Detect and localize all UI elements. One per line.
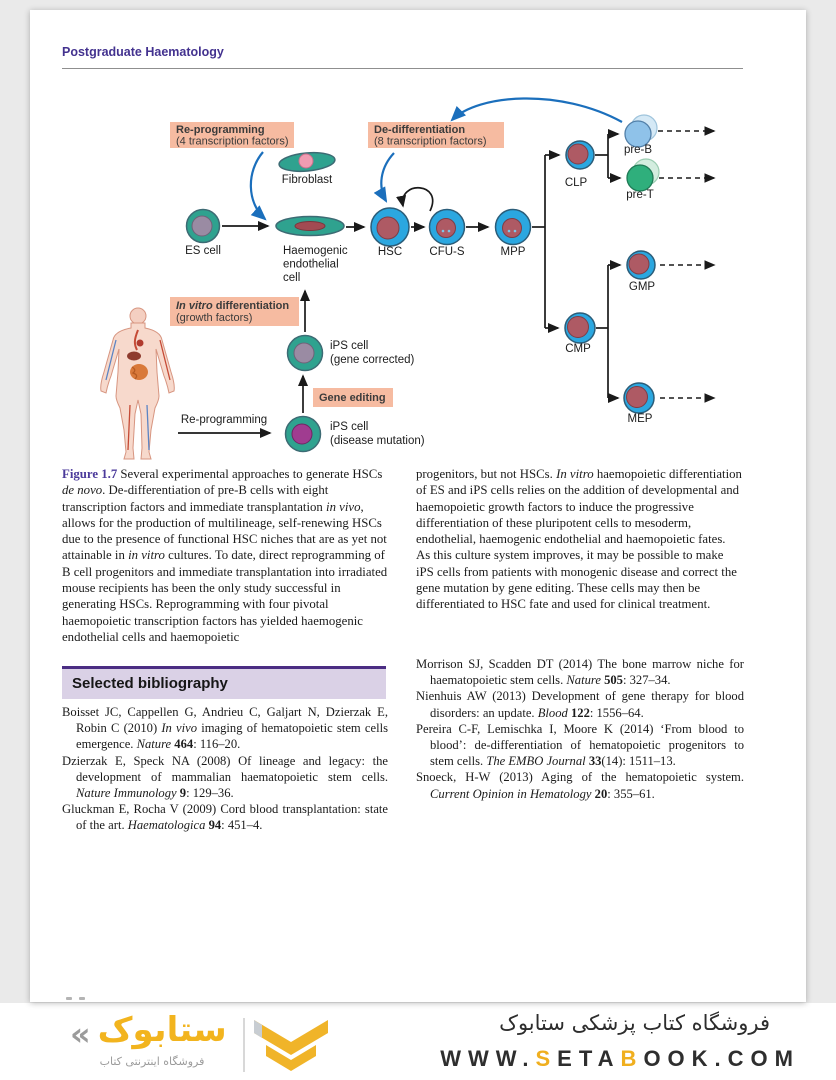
figure-1-7-diagram: [60, 90, 770, 470]
mep-label: MEP: [627, 413, 653, 425]
cfus-label: CFU-S: [429, 246, 465, 258]
haemogenic-label-line2: endothelial: [283, 258, 339, 271]
chevron-emblem-icon: [252, 1018, 330, 1074]
pret-label: pre-T: [626, 189, 654, 201]
hsc-self-renewal-loop: [403, 188, 433, 211]
mpp-cell: [496, 210, 531, 245]
cmp-cell: [565, 313, 595, 343]
ips-corrected-label-line1: iPS cell: [330, 340, 369, 352]
fibroblast-label: Fibroblast: [281, 174, 333, 186]
preb-label: pre-B: [623, 144, 653, 156]
brand-name-farsi: ستابوک: [97, 1010, 227, 1050]
bibliography-left-column: [62, 704, 388, 834]
clp-cell: [566, 141, 594, 169]
svg-text:Re-programming: Re-programming: [176, 124, 265, 136]
gmp-label: GMP: [628, 281, 656, 293]
cfus-cell: [430, 210, 465, 245]
bibliography-entry: Boisset JC, Cappellen G, Andrieu C, Galjart N, Dzierzak E, Robin C (2010) In vivo imaging of hematopoietic stem cells emergence. Nature 464: 116–20.: [62, 705, 388, 752]
dashed-output-arrows: [658, 131, 714, 398]
running-header: Postgraduate Haematology: [62, 45, 224, 59]
figure-caption-right-column: progenitors, but not HSCs. In vitro haemopoietic differentiation of ES and iPS cells relies on the addition of developmental and haemopoietic growth factors to induce the progressive differentiation of these pluripotent cells to mesoderm, endothelial, haemogenic endothelial and haemopoietic fates. As this culture system improves, it may be possible to make iPS cells from patients with monogenic disease and correct the gene mutation by gene editing. These cells may then be differentiated to HSC fate and used for clinical treatment.: [416, 467, 742, 612]
ips-disease-label-line1: iPS cell: [330, 421, 369, 433]
cmp-label: CMP: [565, 343, 591, 355]
haemogenic-label-line1: Haemogenic: [283, 245, 348, 257]
ips-disease-label-line2: (disease mutation): [330, 435, 425, 447]
gene-editing-box: [313, 388, 393, 407]
gmp-cell: [627, 251, 655, 279]
svg-text:Gene editing: Gene editing: [319, 392, 386, 404]
es-cell: [187, 210, 220, 243]
bibliography-entry: Gluckman E, Rocha V (2009) Cord blood transplantation: state of the art. Haematologica 94: 451–4.: [62, 802, 388, 833]
dedifferentiation-box: [368, 122, 504, 148]
ips-corrected-label-line2: (gene corrected): [330, 354, 415, 366]
ips-corrected-cell: [288, 336, 323, 371]
logo-tagline-farsi: فروشگاه اینترنتی کتاب: [99, 1055, 205, 1068]
header-rule: [62, 68, 743, 69]
bibliography-entry: Pereira C-F, Lemischka I, Moore K (2014) ‘From blood to blood’: de-differentiation of hematopoietic progenitors to stem cells. The EMBO Journal 33(14): 1511–13.: [416, 721, 744, 769]
fibroblast-cell: [278, 151, 335, 174]
bibliography-entry: Morrison SJ, Scadden DT (2014) The bone marrow niche for haematopoietic stem cells. Nature 505: 327–34.: [416, 657, 744, 688]
svg-text:(8 transcription factors): (8 transcription factors): [374, 135, 487, 148]
hsc-cell: [371, 208, 409, 246]
preb-cell: [625, 115, 657, 147]
bibliography-heading: Selected bibliography: [62, 666, 386, 699]
haemogenic-endothelial-cell: [276, 217, 344, 236]
blue-curve-dedifferentiation-to-hsc: [381, 153, 394, 201]
bibliography-entry: Dzierzak E, Speck NA (2008) Of lineage and legacy: the development of mammalian haematopoietic stem cells. Nature Immunology 9: 129–36.: [62, 753, 388, 801]
invitro-differentiation-box: [170, 297, 299, 326]
site-url: WWW.SETABOOK.COM: [440, 1046, 800, 1071]
mep-cell: [624, 383, 654, 413]
figure-caption-left-column: Figure 1.7 Several experimental approaches to generate HSCs de novo. De-differentiation of pre-B cells with eight transcription factors and immediate transplantation in vivo, allows for the production of multilineage, self-renewing HSCs due to the presence of functional HSC niches that are as yet not attainable in in vitro cultures. To date, direct reprogramming of B cell progenitors and immediate transplantation into irradiated mouse recipients has been the only study successful in generating HSCs. Reprogramming with four pivotal haemopoietic transcription factors has yielded haemogenic endothelial cells and haemopoietic: [62, 467, 388, 644]
hsc-label: HSC: [377, 246, 403, 258]
svg-text:In vitro differentiation: In vitro differentiation: [176, 300, 290, 312]
guillemet-icon: «: [70, 1015, 91, 1053]
flow-arrows: [178, 134, 620, 433]
blue-curve-preB-to-dedifferentiation: [452, 98, 622, 122]
ips-disease-cell: [286, 417, 321, 452]
store-title-farsi: فروشگاه کتاب پزشکی ستابوک: [499, 1011, 770, 1035]
haemogenic-label-line3: cell: [283, 272, 301, 284]
footer-divider: [243, 1018, 245, 1072]
bibliography-entry: Nienhuis AW (2013) Development of gene therapy for blood disorders: an update. Blood 122: 1556–64.: [416, 689, 744, 720]
human-body-illustration: [101, 308, 175, 459]
setabook-logo: [70, 1010, 227, 1051]
blue-curve-fibroblast-to-haemogenic: [251, 152, 265, 219]
reprogramming-box: [170, 122, 294, 148]
page-number-remnant: [66, 995, 92, 1000]
mpp-label: MPP: [500, 246, 526, 258]
reprogramming-arrow-label: Re-programming: [180, 414, 268, 426]
svg-text:(4 transcription factors): (4 transcription factors): [176, 135, 289, 148]
svg-text:De-differentiation: De-differentiation: [374, 124, 466, 136]
bibliography-entry: Snoeck, H-W (2013) Aging of the hematopoietic system. Current Opinion in Hematology 20: 355–61.: [416, 770, 744, 801]
svg-text:(growth factors): (growth factors): [176, 312, 253, 324]
bibliography-right-column: [416, 656, 744, 802]
pret-cell: [627, 159, 659, 191]
clp-label: CLP: [564, 177, 588, 189]
es-cell-label: ES cell: [185, 245, 221, 257]
